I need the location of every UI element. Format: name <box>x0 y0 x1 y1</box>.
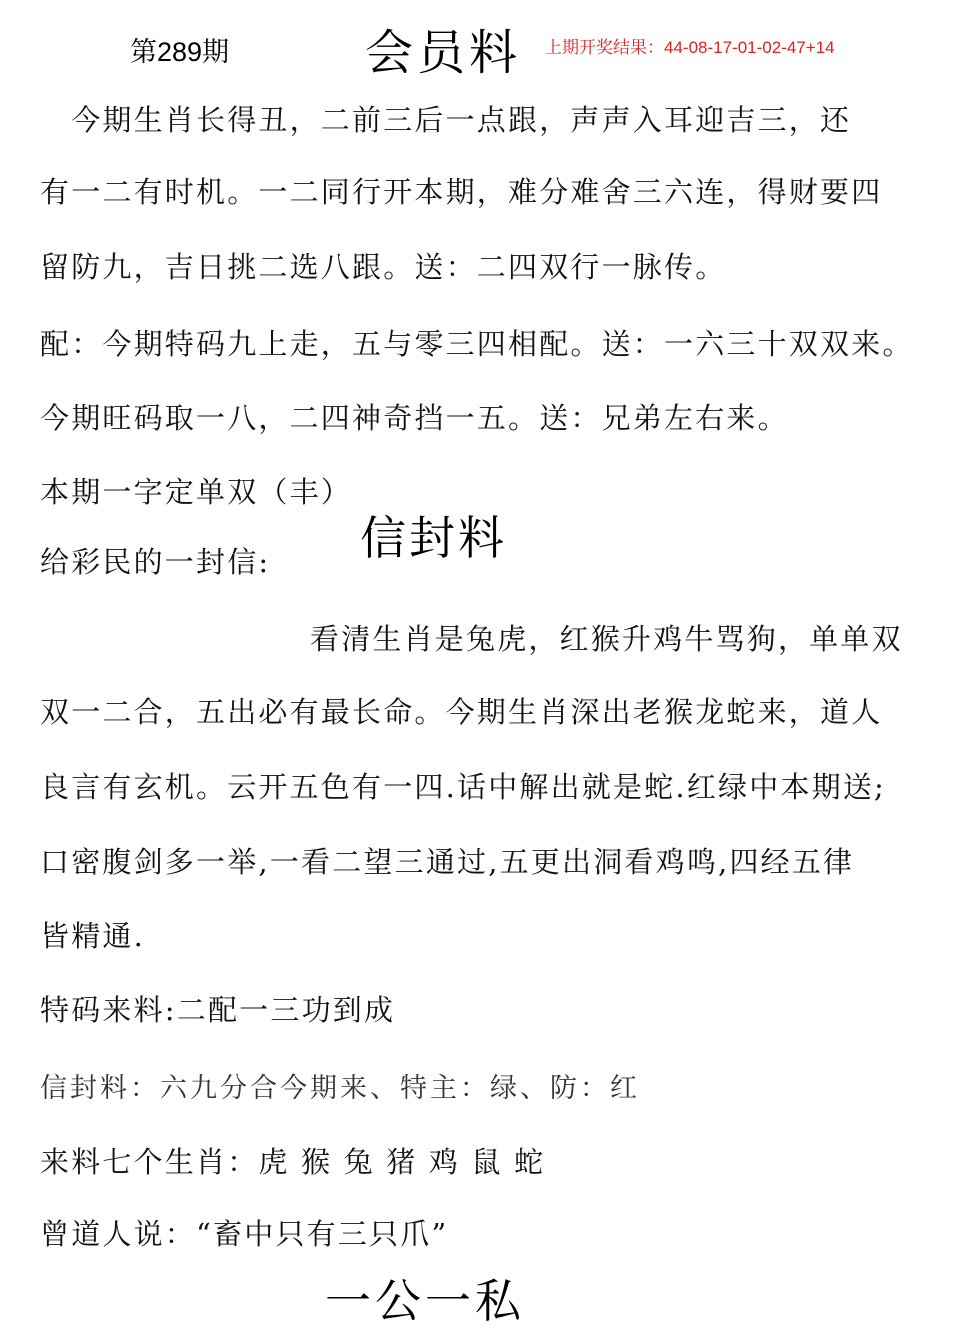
letter-line-5: 皆精通. <box>40 919 146 953</box>
saying-line: 曾道人说：“畜中只有三只爪” <box>40 1217 449 1251</box>
letter-line-4: 口密腹剑多一举,一看二望三通过,五更出洞看鸡鸣,四经五律 <box>40 845 855 879</box>
letter-line-3: 良言有玄机。云开五色有一四.话中解出就是蛇.红绿中本期送; <box>40 770 887 804</box>
member-line-3: 留防九，吉日挑二选八跟。送：二四双行一脉传。 <box>40 250 727 284</box>
letter-line-2: 双一二合，五出必有最长命。今期生肖深出老猴龙蛇来，道人 <box>40 695 883 729</box>
member-line-1: 今期生肖长得丑，二前三后一点跟，声声入耳迎吉三，还 <box>40 103 852 137</box>
letter-greeting: 给彩民的一封信: <box>40 545 271 579</box>
member-line-4: 配：今期特码九上走，五与零三四相配。送：一六三十双双来。 <box>40 327 914 361</box>
letter-line-1: 看清生肖是兔虎，红猴升鸡牛骂狗，单单双 <box>310 622 903 656</box>
footer-title: 一公一私 <box>325 1274 525 1328</box>
special-code-line: 特码来料:二配一三功到成 <box>40 993 396 1027</box>
issue-number: 第289期 <box>130 37 230 67</box>
page-title: 会员料 <box>365 25 522 81</box>
last-draw-result: 上期开奖结果：44-08-17-01-02-47+14 <box>545 38 835 57</box>
envelope-line: 信封料：六九分合今期来、特主：绿、防：红 <box>40 1073 640 1104</box>
zodiac-line: 来料七个生肖：虎 猴 兔 猪 鸡 鼠 蛇 <box>40 1145 546 1179</box>
member-line-2: 有一二有时机。一二同行开本期，难分难舍三六连，得财要四 <box>40 175 883 209</box>
letter-section-title: 信封料 <box>360 511 507 565</box>
member-line-5: 今期旺码取一八，二四神奇挡一五。送：兄弟左右来。 <box>40 401 789 435</box>
member-line-6: 本期一字定单双（丰） <box>40 475 353 509</box>
